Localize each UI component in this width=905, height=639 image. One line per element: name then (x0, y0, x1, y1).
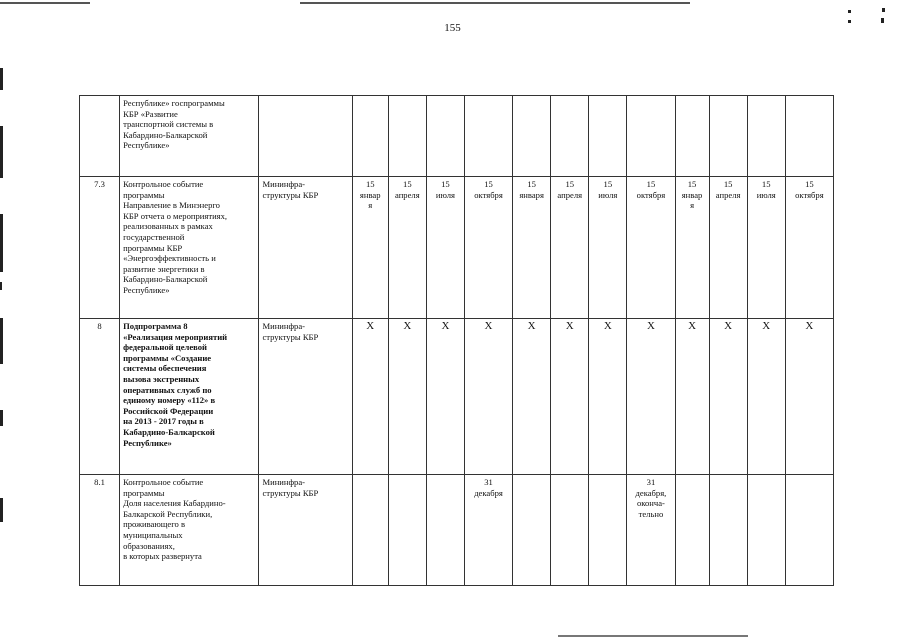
schedule-cell (785, 475, 833, 586)
schedule-cell: 15 январ я (675, 177, 709, 319)
schedule-cell (426, 475, 464, 586)
schedule-cell (388, 475, 426, 586)
row-responsible: Мининфра- структуры КБР (259, 319, 352, 475)
schedule-cell: 15 октября (464, 177, 512, 319)
scan-artifact-top-left (0, 2, 90, 4)
schedule-cell (709, 475, 747, 586)
schedule-cell (589, 475, 627, 586)
binding-mark (0, 214, 3, 272)
schedule-cell: 15 октября (785, 177, 833, 319)
schedule-cell: X (352, 319, 388, 475)
binding-mark (0, 126, 3, 178)
schedule-cell (551, 96, 589, 177)
schedule-cell: 15 апреля (709, 177, 747, 319)
schedule-cell: X (785, 319, 833, 475)
schedule-cell: 15 октября (627, 177, 675, 319)
schedule-cell: 15 январ я (352, 177, 388, 319)
scan-artifact-corner-dot (881, 18, 884, 23)
schedule-cell: X (513, 319, 551, 475)
schedule-cell: 15 апреля (388, 177, 426, 319)
schedule-cell: X (464, 319, 512, 475)
schedule-cell: X (551, 319, 589, 475)
schedule-cell (747, 96, 785, 177)
schedule-cell: X (709, 319, 747, 475)
schedule-cell: 31 декабря, оконча- тельно (627, 475, 675, 586)
schedule-cell: X (627, 319, 675, 475)
binding-mark (0, 498, 3, 522)
schedule-cell (551, 475, 589, 586)
scan-artifact-corner-dot (848, 10, 851, 13)
scan-artifact-bottom (558, 635, 748, 637)
binding-mark (0, 282, 2, 290)
scan-artifact-corner-dot (882, 8, 885, 12)
schedule-cell (747, 475, 785, 586)
row-description: Контрольное событие программы Направление в Минэнерго КБР отчета о мероприятиях, реализованных в рамках государственной программы КБР «Энергоэффективность и развитие энергетики в Кабардино-Балкарской Республике» (120, 177, 259, 319)
row-description: Контрольное событие программы Доля населения Кабардино- Балкарской Республики, проживающего в муниципальных образованиях, в которых развернута (120, 475, 259, 586)
row-description: Республике» госпрограммы КБР «Развитие транспортной системы в Кабардино-Балкарской Республике» (120, 96, 259, 177)
table-row (80, 177, 834, 319)
row-number (80, 96, 120, 177)
schedule-cell (675, 475, 709, 586)
schedule-cell (513, 96, 551, 177)
schedule-cell (426, 96, 464, 177)
schedule-cell (388, 96, 426, 177)
schedule-cell: X (747, 319, 785, 475)
schedule-cell (709, 96, 747, 177)
schedule-cell (464, 96, 512, 177)
schedule-table (79, 95, 834, 586)
schedule-cell: X (426, 319, 464, 475)
table-row (80, 319, 834, 475)
row-number: 8 (80, 319, 120, 475)
schedule-cell (352, 475, 388, 586)
schedule-cell: X (388, 319, 426, 475)
binding-mark (0, 68, 3, 90)
schedule-cell: 15 июля (426, 177, 464, 319)
row-number: 7.3 (80, 177, 120, 319)
schedule-cell: 15 апреля (551, 177, 589, 319)
row-description: Подпрограмма 8 «Реализация мероприятий федеральной целевой программы «Создание системы обеспечения вызова экстренных оперативных служб по единому номеру «112» в Российской Федерации на 2013 - 2017 годы в Кабардино-Балкарской Республике» (120, 319, 259, 475)
row-responsible: Мининфра- структуры КБР (259, 475, 352, 586)
schedule-cell (513, 475, 551, 586)
row-responsible (259, 96, 352, 177)
row-responsible: Мининфра- структуры КБР (259, 177, 352, 319)
schedule-cell: X (589, 319, 627, 475)
binding-mark (0, 318, 3, 364)
schedule-cell: 31 декабря (464, 475, 512, 586)
row-number: 8.1 (80, 475, 120, 586)
schedule-cell: 15 июля (747, 177, 785, 319)
schedule-cell: X (675, 319, 709, 475)
schedule-cell (627, 96, 675, 177)
scan-artifact-top-center (300, 2, 690, 4)
table-row (80, 475, 834, 586)
schedule-cell: 15 января (513, 177, 551, 319)
schedule-cell (785, 96, 833, 177)
schedule-cell: 15 июля (589, 177, 627, 319)
table-row (80, 96, 834, 177)
schedule-cell (675, 96, 709, 177)
binding-mark (0, 410, 3, 426)
scan-artifact-corner-dot (848, 20, 851, 23)
schedule-cell (352, 96, 388, 177)
page-number: 155 (444, 22, 461, 34)
schedule-cell (589, 96, 627, 177)
